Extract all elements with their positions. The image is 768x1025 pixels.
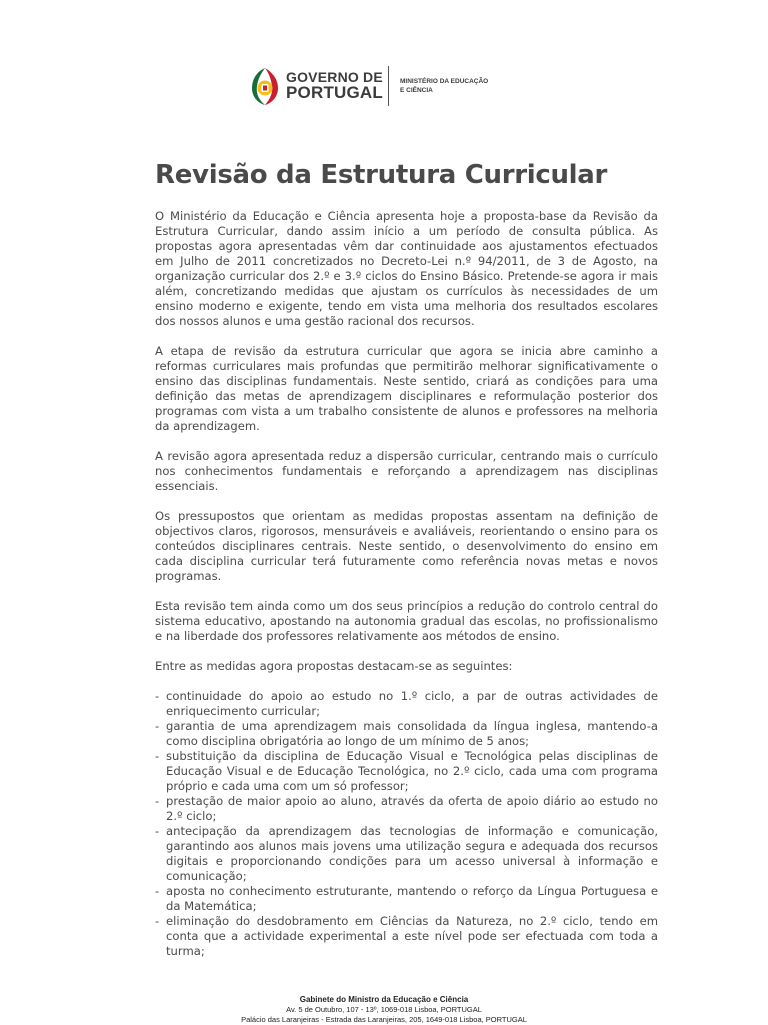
list-item-text: aposta no conhecimento estruturante, mantendo o reforço da Língua Portuguesa e da Matemática;	[166, 884, 658, 913]
list-item-text: garantia de uma aprendizagem mais consolidada da língua inglesa, mantendo-a como disciplina obrigatória ao longo de um mínimo de 5 anos;	[166, 719, 658, 748]
ministry-name	[400, 77, 488, 95]
list-item-text: substituição da disciplina de Educação Visual e Tecnológica pelas disciplinas de Educação Visual e de Educação Tecnológica, no 2.º ciclo, cada uma com programa próprio e cada uma com um só professor;	[166, 749, 658, 793]
header-divider	[388, 66, 389, 106]
government-name	[286, 70, 383, 100]
list-item	[155, 914, 658, 959]
list-item-text: continuidade do apoio ao estudo no 1.º ciclo, a par de outras actividades de enriquecimento curricular;	[166, 689, 658, 718]
list-item-text: antecipação da aprendizagem das tecnologias de informação e comunicação, garantindo aos alunos mais jovens uma utilização segura e adequada dos recursos digitais e proporcionando condições para um acesso universal à informação e comunicação;	[166, 824, 658, 883]
paragraph: A revisão agora apresentada reduz a dispersão curricular, centrando mais o currículo nos conhecimentos fundamentais e reforçando a aprendizagem nas disciplinas essenciais.	[155, 449, 658, 493]
portugal-emblem-icon	[250, 66, 280, 106]
ministry-line2: E CIÊNCIA	[400, 87, 433, 94]
list-item-text: eliminação do desdobramento em Ciências da Natureza, no 2.º ciclo, tendo em conta que a actividade experimental a este nível pode ser efectuada com toda a turma;	[166, 914, 658, 958]
document-body	[155, 209, 658, 959]
government-header	[250, 64, 510, 110]
page-footer	[150, 995, 618, 1025]
ministry-line1: MINISTÉRIO DA EDUCAÇÃO	[400, 78, 489, 85]
bullet-dash: -	[155, 884, 160, 898]
footer-address-2: Palácio das Laranjeiras - Estrada das Laranjeiras, 205, 1649-018 Lisboa, PORTUGAL	[241, 1015, 527, 1024]
bullet-dash: -	[155, 914, 160, 928]
bullet-dash: -	[155, 719, 160, 733]
page-title: Revisão da Estrutura Curricular	[155, 160, 608, 190]
paragraph: A etapa de revisão da estrutura curricular que agora se inicia abre caminho a reformas curriculares mais profundas que permitirão melhorar significativamente o ensino das disciplinas fundamentais. Neste sentido, criará as condições para uma definição das metas de aprendizagem disciplinares e reformulação posterior dos programas com vista a um trabalho consistente de alunos e professores na melhoria da aprendizagem.	[155, 344, 658, 433]
gov-name-line1: GOVERNO DE	[286, 69, 383, 85]
paragraph: O Ministério da Educação e Ciência apresenta hoje a proposta-base da Revisão da Estrutura Curricular, dando assim início a um período de consulta pública. As propostas agora apresentadas vêm dar continuidade aos ajustamentos efectuados em Julho de 2011 concretizados no Decreto-Lei n.º 94/2011, de 3 de Agosto, na organização curricular dos 2.º e 3.º ciclos do Ensino Básico. Pretende-se agora ir mais além, concretizando medidas que ajustam os currículos às necessidades de um ensino moderno e exigente, tendo em vista uma melhoria dos resultados escolares dos nossos alunos e uma gestão racional dos recursos.	[155, 209, 658, 328]
measures-list	[155, 689, 658, 959]
paragraph: Entre as medidas agora propostas destacam-se as seguintes:	[155, 659, 513, 673]
bullet-dash: -	[155, 794, 160, 808]
footer-office: Gabinete do Ministro da Educação e Ciência	[299, 995, 469, 1004]
bullet-dash: -	[155, 689, 160, 703]
bullet-dash: -	[155, 749, 160, 763]
footer-address: Av. 5 de Outubro, 107 - 13º, 1069-018 Lisboa, PORTUGAL	[286, 1005, 482, 1014]
bullet-dash: -	[155, 824, 160, 838]
list-item	[155, 719, 658, 749]
list-item	[155, 824, 658, 884]
list-item	[155, 794, 658, 824]
list-item	[155, 749, 658, 794]
paragraph: Os pressupostos que orientam as medidas propostas assentam na definição de objectivos claros, rigorosos, mensuráveis e avaliáveis, reorientando o ensino para os conteúdos disciplinares centrais. Neste sentido, o desenvolvimento do ensino em cada disciplina curricular terá futuramente como referência novas metas e novos programas.	[155, 509, 658, 583]
list-item	[155, 884, 658, 914]
list-item-text: prestação de maior apoio ao aluno, através da oferta de apoio diário ao estudo no 2.º ciclo;	[166, 794, 658, 823]
list-item	[155, 689, 658, 719]
paragraph: Esta revisão tem ainda como um dos seus princípios a redução do controlo central do sistema educativo, apostando na autonomia gradual das escolas, no profissionalismo e na liberdade dos professores relativamente aos métodos de ensino.	[155, 599, 658, 643]
gov-name-line2: PORTUGAL	[286, 83, 383, 102]
